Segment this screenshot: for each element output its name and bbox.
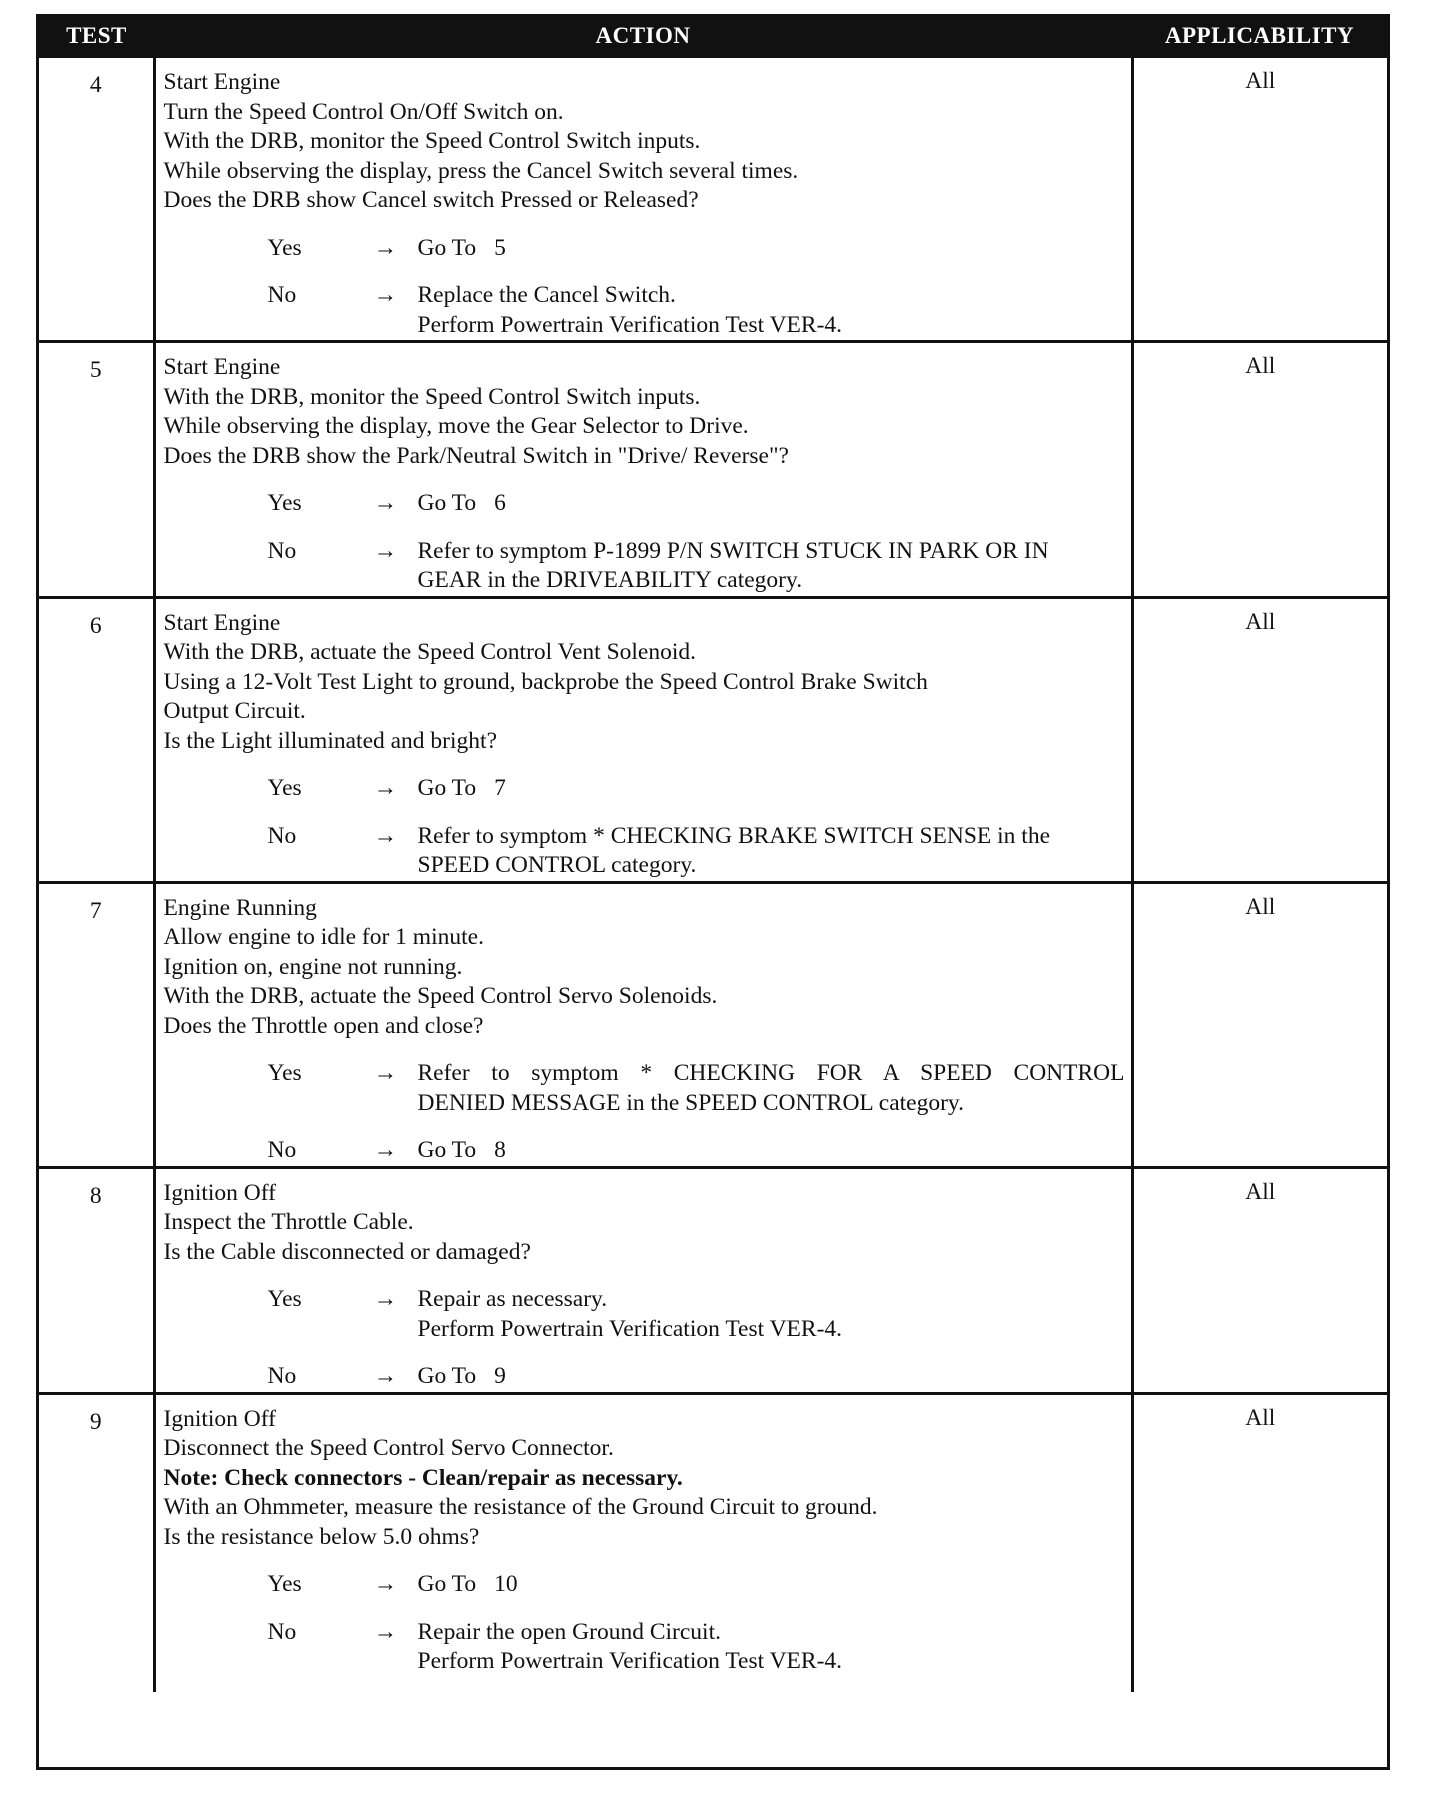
header-test: TEST <box>39 17 154 57</box>
branch-line: Replace the Cancel Switch. <box>417 282 676 308</box>
branch-line: Refer to symptom * CHECKING BRAKE SWITCH SENSE in the <box>417 822 1051 849</box>
arrow-icon: → <box>373 822 397 849</box>
goto-number: 6 <box>494 490 506 516</box>
test-row-8 <box>39 1167 1387 1393</box>
yes-branch <box>164 1285 1125 1344</box>
applicability-value: All <box>1132 1393 1387 1692</box>
arrow-icon: → <box>373 1060 397 1086</box>
test-number: 5 <box>39 342 154 598</box>
yes-label: Yes <box>267 1060 302 1086</box>
step-line: Using a 12-Volt Test Light to ground, backprobe the Speed Control Brake Switch <box>163 668 928 695</box>
goto-text: Go To <box>417 1571 477 1597</box>
applicability-value: All <box>1132 57 1387 342</box>
branch-line: GEAR in the DRIVEABILITY category. <box>417 567 803 593</box>
goto-text: Go To <box>417 234 477 261</box>
step-line: With an Ohmmeter, measure the resistance of the Ground Circuit to ground. <box>163 1494 878 1520</box>
step-line: Turn the Speed Control On/Off Switch on. <box>163 98 564 125</box>
goto-number: 8 <box>494 1137 506 1163</box>
action-cell <box>154 882 1132 1167</box>
yes-label: Yes <box>267 234 302 261</box>
diagnostic-test-table <box>36 14 1390 1770</box>
no-label: No <box>267 1363 297 1389</box>
step-line: Ignition Off <box>163 1405 276 1432</box>
step-line: Inspect the Throttle Cable. <box>163 1209 414 1235</box>
arrow-icon: → <box>373 1618 397 1645</box>
step-line: Engine Running <box>163 894 317 921</box>
no-branch <box>164 537 1125 596</box>
step-line: Start Engine <box>163 354 281 380</box>
arrow-icon: → <box>373 1286 397 1312</box>
step-line: Output Circuit. <box>163 698 306 724</box>
step-line: Start Engine <box>163 69 281 95</box>
test-number: 4 <box>39 57 154 342</box>
arrow-icon: → <box>373 775 397 801</box>
no-label: No <box>267 282 297 308</box>
step-line: Start Engine <box>163 609 281 636</box>
step-line: Is the Light illuminated and bright? <box>163 727 497 754</box>
yes-branch <box>164 774 1125 804</box>
test-row-9 <box>39 1393 1387 1692</box>
no-label: No <box>267 822 297 849</box>
branch-line: Perform Powertrain Verification Test VER-4. <box>417 1315 843 1342</box>
action-cell <box>154 597 1132 882</box>
action-cell <box>154 342 1132 598</box>
header-action: ACTION <box>154 17 1132 57</box>
step-line: Allow engine to idle for 1 minute. <box>163 924 484 950</box>
action-cell <box>154 1393 1132 1692</box>
test-number: 7 <box>39 882 154 1167</box>
arrow-icon: → <box>373 490 397 516</box>
step-line: With the DRB, monitor the Speed Control Switch inputs. <box>163 128 701 154</box>
yes-label: Yes <box>267 490 302 516</box>
step-line: Ignition on, engine not running. <box>163 953 463 980</box>
yes-branch <box>164 489 1125 519</box>
test-row-6 <box>39 597 1387 882</box>
test-number: 8 <box>39 1167 154 1393</box>
no-branch <box>164 1362 1125 1392</box>
yes-branch <box>164 1570 1125 1600</box>
arrow-icon: → <box>373 1137 397 1163</box>
applicability-value: All <box>1132 342 1387 598</box>
arrow-icon: → <box>373 537 397 564</box>
branch-line: Refer to symptom * CHECKING FOR A SPEED CONTROL <box>417 1060 1125 1086</box>
branch-line: Perform Powertrain Verification Test VER-4. <box>417 1648 843 1674</box>
no-branch <box>164 281 1125 340</box>
step-line: Does the DRB show the Park/Neutral Switch in "Drive/ Reverse"? <box>163 442 789 469</box>
yes-branch <box>164 1059 1125 1118</box>
goto-number: 5 <box>494 234 506 261</box>
test-number: 6 <box>39 597 154 882</box>
arrow-icon: → <box>373 282 397 308</box>
yes-label: Yes <box>267 1286 302 1312</box>
arrow-icon: → <box>373 234 397 261</box>
applicability-value: All <box>1132 597 1387 882</box>
step-line: Ignition Off <box>163 1179 276 1206</box>
goto-text: Go To <box>417 490 477 516</box>
branch-line: Repair as necessary. <box>417 1286 608 1312</box>
test-row-7 <box>39 882 1387 1167</box>
branch-line: Perform Powertrain Verification Test VER-4. <box>417 311 843 338</box>
goto-number: 9 <box>494 1363 506 1389</box>
action-cell <box>154 1167 1132 1393</box>
goto-text: Go To <box>417 1363 477 1389</box>
note-line: Note: Check connectors - Clean/repair as necessary. <box>163 1464 683 1491</box>
goto-text: Go To <box>417 775 477 801</box>
branch-line: Refer to symptom P-1899 P/N SWITCH STUCK IN PARK OR IN <box>417 537 1049 564</box>
goto-number: 7 <box>494 775 506 801</box>
step-line: With the DRB, actuate the Speed Control Servo Solenoids. <box>163 983 718 1009</box>
branch-line: SPEED CONTROL category. <box>417 852 697 878</box>
no-label: No <box>267 1618 297 1645</box>
no-label: No <box>267 537 297 564</box>
action-cell <box>154 57 1132 342</box>
no-branch <box>164 822 1125 881</box>
test-row-5 <box>39 342 1387 598</box>
arrow-icon: → <box>373 1363 397 1389</box>
goto-text: Go To <box>417 1137 477 1163</box>
step-line: Does the Throttle open and close? <box>163 1012 484 1039</box>
branch-line: DENIED MESSAGE in the SPEED CONTROL category. <box>417 1089 965 1116</box>
branch-line: Repair the open Ground Circuit. <box>417 1618 721 1645</box>
goto-number: 10 <box>494 1571 518 1597</box>
arrow-icon: → <box>373 1571 397 1597</box>
test-table <box>39 17 1387 1692</box>
step-line: While observing the display, press the Cancel Switch several times. <box>163 157 799 184</box>
applicability-value: All <box>1132 1167 1387 1393</box>
yes-label: Yes <box>267 775 302 801</box>
header-applicability: APPLICABILITY <box>1132 17 1387 57</box>
step-line: While observing the display, move the Gear Selector to Drive. <box>163 413 749 439</box>
test-number: 9 <box>39 1393 154 1692</box>
yes-label: Yes <box>267 1571 302 1597</box>
table-header-row <box>39 17 1387 57</box>
step-line: Is the Cable disconnected or damaged? <box>163 1238 531 1265</box>
no-branch <box>164 1136 1125 1166</box>
applicability-value: All <box>1132 882 1387 1167</box>
step-line: With the DRB, monitor the Speed Control Switch inputs. <box>163 383 701 410</box>
step-line: Is the resistance below 5.0 ohms? <box>163 1523 480 1550</box>
step-line: Does the DRB show Cancel switch Pressed or Released? <box>163 187 699 213</box>
step-line: With the DRB, actuate the Speed Control Vent Solenoid. <box>163 639 697 665</box>
no-branch <box>164 1618 1125 1677</box>
no-label: No <box>267 1137 297 1163</box>
step-line: Disconnect the Speed Control Servo Connector. <box>163 1435 614 1461</box>
yes-branch <box>164 234 1125 264</box>
test-row-4 <box>39 57 1387 342</box>
